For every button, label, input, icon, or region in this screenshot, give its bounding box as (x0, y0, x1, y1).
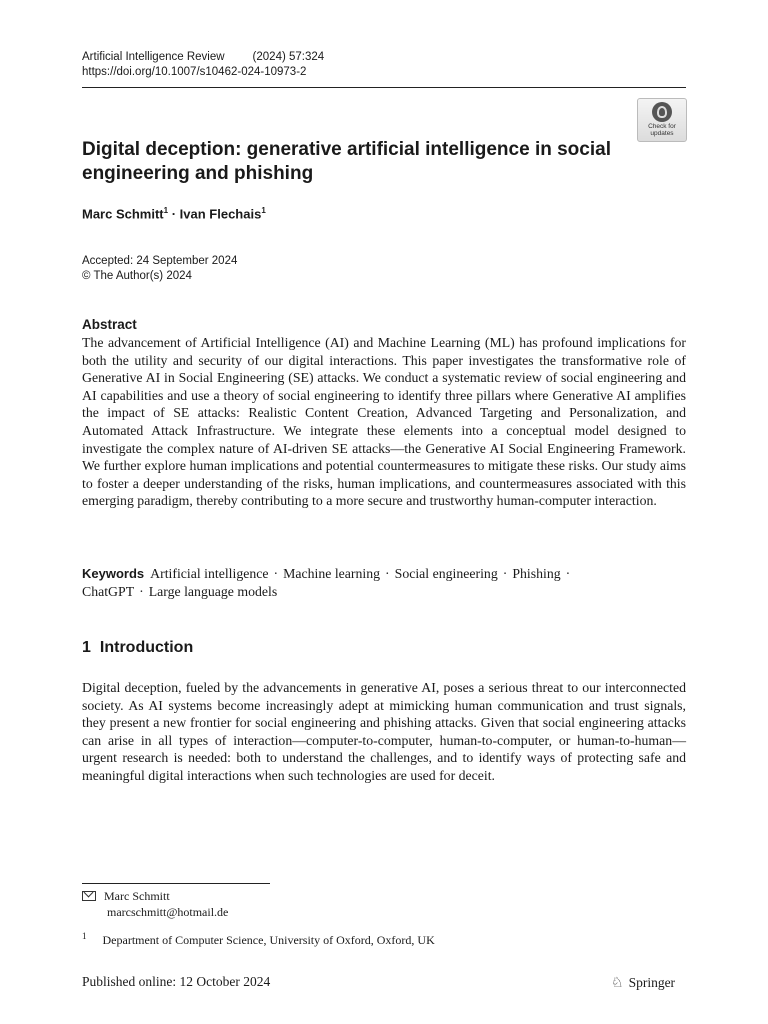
keyword-separator: · (565, 566, 571, 581)
corresponding-author (82, 888, 228, 920)
keyword: Machine learning (283, 566, 381, 581)
keywords-block (82, 565, 686, 600)
keyword: Social engineering (394, 566, 498, 581)
abstract-text: The advancement of Artificial Intelligence (AI) and Machine Learning (ML) has profound implications for both the utility and security of our digital interactions. This paper investigates the transformative role of Generative AI in Social Engineering (SE) attacks. We conduct a systematic review of social engineering and AI capabilities and use a theory of social engineering to identify three pillars where Generative AI amplifies the impact of SE attacks: Realistic Content Creation, Advanced Targeting and Personalization, and Automated Attack Infrastructure. We integrate these elements into a conceptual model designed to investigate the complex nature of AI-driven SE attacks—the Generative AI Social Engineering Framework. We further explore human implications and potential countermeasures to mitigate these risks. Our study aims to foster a deeper understanding of the risks, human implications, and countermeasures associated with this emerging paradigm, thereby contributing to a more secure and trustworthy human-computer interaction. (82, 335, 686, 509)
affiliation-text: Department of Computer Science, University of Oxford, Oxford, UK (102, 933, 435, 947)
keyword-separator: · (273, 566, 279, 581)
accepted-date: Accepted: 24 September 2024 (82, 255, 238, 267)
footnote-number: 1 (82, 931, 87, 941)
keywords-heading: Keywords (82, 566, 145, 581)
published-online: Published online: 12 October 2024 (82, 974, 271, 989)
keyword: ChatGPT (82, 583, 135, 599)
introduction-paragraph: Digital deception, fueled by the advancements in generative AI, poses a serious threat to our interconnected society. As AI systems become increasingly adept at mimicking human communication and trust signals, they present a new frontier for social engineering and phishing attacks. Given that social engineering attacks can arise in all types of interaction—computer-to-computer, human-to-computer, or human-to-human—urgent research is needed: both to understand the challenges, and to identify ways of protecting safe and meaningful digital interactions when such technologies are used for deceit. (82, 680, 686, 783)
envelope-icon (82, 891, 96, 901)
keyword-separator: · (385, 566, 390, 581)
author-name[interactable]: Marc Schmitt (82, 206, 164, 222)
keyword: Phishing (512, 566, 561, 581)
keyword-separator: · (502, 566, 508, 581)
keyword-separator: · (139, 583, 144, 599)
section-number: 1 (82, 639, 91, 656)
journal-header (82, 50, 324, 80)
header-divider (82, 87, 686, 88)
author-list (82, 206, 266, 221)
affiliation-marker: 1 (261, 206, 266, 215)
contact-email[interactable]: marcschmitt@hotmail.de (107, 905, 229, 919)
keyword: Large language models (148, 583, 278, 599)
section-heading (82, 639, 193, 657)
footnote-divider (82, 883, 270, 884)
contact-name: Marc Schmitt (104, 889, 170, 903)
author-name[interactable]: Ivan Flechais (179, 206, 262, 222)
journal-name: Artificial Intelligence Review (82, 51, 225, 63)
publisher-name: Springer (628, 975, 676, 990)
abstract-heading: Abstract (82, 317, 137, 332)
check-for-updates-badge[interactable] (637, 98, 687, 142)
publication-dates (82, 254, 237, 284)
springer-horse-icon: ♘ (611, 976, 624, 991)
paper-title: Digital deception: generative artificial intelligence in social engineering and phishing (82, 139, 611, 184)
copyright-line: © The Author(s) 2024 (82, 270, 192, 282)
journal-volume: (2024) 57:324 (252, 51, 325, 63)
doi-link[interactable]: https://doi.org/10.1007/s10462-024-10973-2 (82, 66, 307, 78)
publisher-logo (611, 975, 675, 992)
section-title: Introduction (99, 639, 194, 656)
crossmark-icon (652, 102, 672, 122)
affiliation-footnote (82, 931, 435, 948)
check-for-updates-label: Check for updates (648, 123, 676, 137)
affiliation-marker: 1 (163, 206, 169, 215)
author-separator: · (168, 206, 180, 222)
keyword: Artificial intelligence (150, 566, 269, 581)
